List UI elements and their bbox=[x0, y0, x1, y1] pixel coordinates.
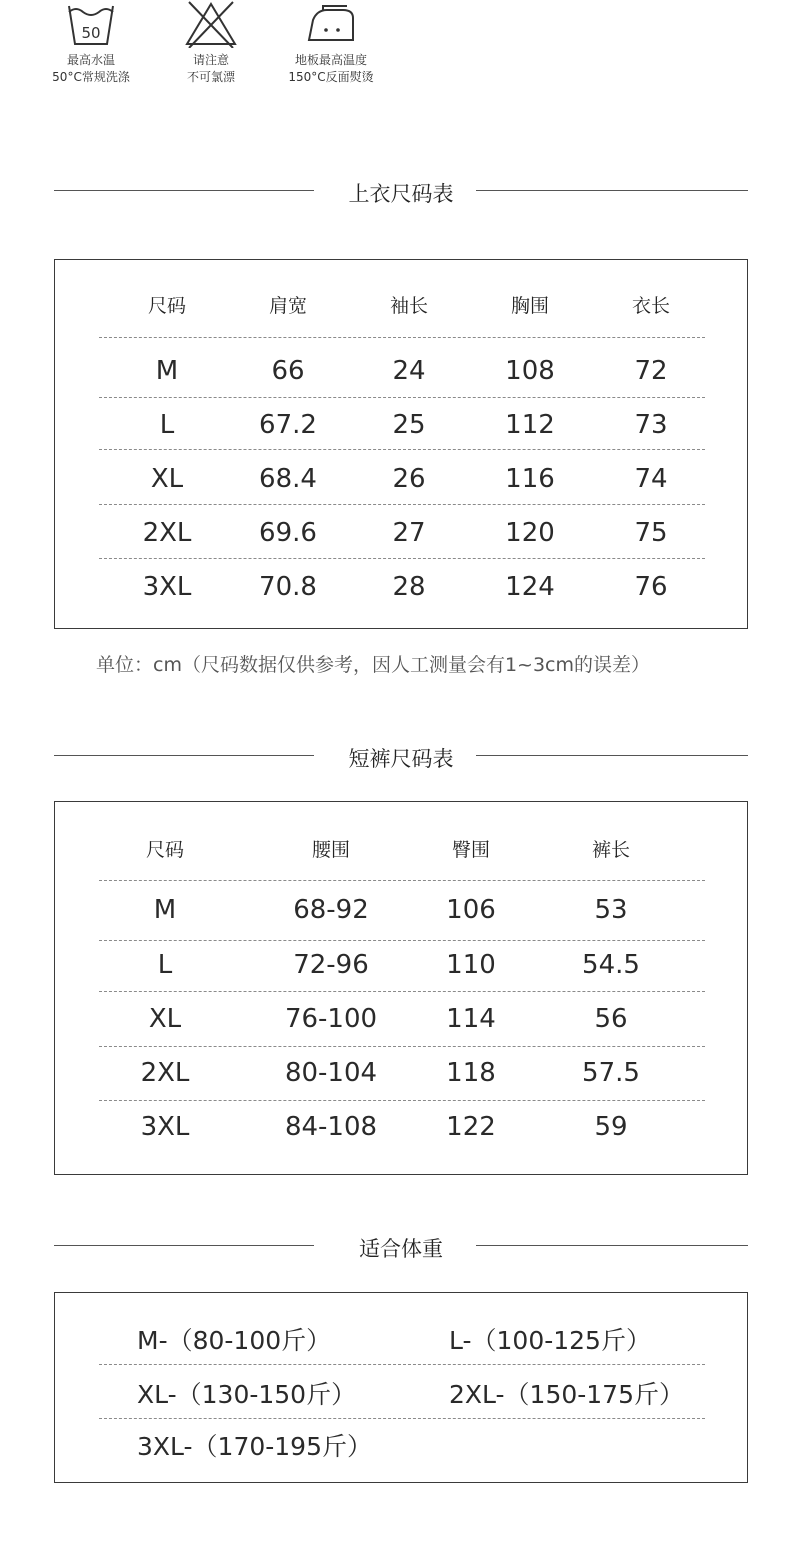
cell-length: 74 bbox=[634, 464, 668, 494]
cell-shoulder: 69.6 bbox=[259, 518, 317, 548]
header-sleeve: 袖长 bbox=[389, 295, 428, 317]
cell-sleeve: 28 bbox=[392, 572, 426, 602]
cell-waist: 68-92 bbox=[293, 895, 369, 925]
header-pants-length: 裤长 bbox=[591, 839, 630, 861]
cell-length: 72 bbox=[634, 356, 668, 386]
row-separator bbox=[99, 1100, 705, 1101]
row-separator bbox=[99, 337, 705, 338]
cell-shoulder: 68.4 bbox=[259, 464, 317, 494]
care-iron bbox=[275, 0, 387, 86]
cell-pants-length: 54.5 bbox=[582, 950, 640, 980]
care-bleach-line1: 请注意 bbox=[192, 53, 229, 67]
header-waist: 腰围 bbox=[311, 839, 350, 861]
wash-50-icon bbox=[63, 0, 119, 48]
care-wash-line1: 最高水温 bbox=[66, 53, 115, 67]
cell-size: 3XL bbox=[142, 572, 192, 602]
cell-size: L bbox=[157, 950, 173, 980]
header-length: 衣长 bbox=[631, 295, 670, 317]
wash-temp-symbol: 50 bbox=[81, 24, 101, 42]
cell-size: M bbox=[153, 895, 177, 925]
cell-waist: 72-96 bbox=[293, 950, 369, 980]
cell-sleeve: 27 bbox=[392, 518, 426, 548]
shorts-table-heading bbox=[54, 740, 748, 770]
care-bleach-line2: 不可氯漂 bbox=[186, 70, 235, 84]
cell-chest: 120 bbox=[505, 518, 555, 548]
cell-size: M bbox=[155, 356, 179, 386]
cell-size: 2XL bbox=[140, 1058, 190, 1088]
weight-heading bbox=[54, 1230, 748, 1260]
top-table-heading bbox=[54, 175, 748, 205]
weight-title: 适合体重 bbox=[359, 1237, 443, 1261]
cell-hip: 110 bbox=[446, 950, 496, 980]
iron-icon bbox=[301, 0, 361, 48]
row-separator bbox=[99, 1046, 705, 1047]
row-separator bbox=[99, 558, 705, 559]
shorts-size-table bbox=[54, 801, 748, 1175]
top-table-title: 上衣尺码表 bbox=[348, 182, 454, 206]
shorts-table-title: 短裤尺码表 bbox=[348, 747, 454, 771]
row-separator bbox=[99, 940, 705, 941]
cell-hip: 118 bbox=[446, 1058, 496, 1088]
cell-size: XL bbox=[148, 1004, 182, 1034]
header-size: 尺码 bbox=[145, 839, 184, 861]
care-wash-line2: 50°C常规洗涤 bbox=[52, 70, 130, 84]
cell-pants-length: 56 bbox=[594, 1004, 628, 1034]
cell-pants-length: 53 bbox=[594, 895, 628, 925]
weight-m: M-（80-100斤） bbox=[137, 1326, 332, 1355]
header-chest: 胸围 bbox=[510, 295, 549, 317]
cell-sleeve: 25 bbox=[392, 410, 426, 440]
cell-size: 3XL bbox=[140, 1112, 190, 1142]
cell-hip: 114 bbox=[446, 1004, 496, 1034]
weight-table bbox=[54, 1292, 748, 1483]
row-separator bbox=[99, 397, 705, 398]
care-bleach bbox=[161, 0, 261, 86]
header-hip: 臀围 bbox=[451, 839, 490, 861]
top-size-table bbox=[54, 259, 748, 629]
row-separator bbox=[99, 880, 705, 881]
weight-3xl: 3XL-（170-195斤） bbox=[137, 1432, 372, 1461]
cell-length: 75 bbox=[634, 518, 668, 548]
cell-chest: 112 bbox=[505, 410, 555, 440]
cell-sleeve: 24 bbox=[392, 356, 426, 386]
header-size: 尺码 bbox=[147, 295, 186, 317]
care-iron-line2: 150°C反面熨烫 bbox=[288, 70, 374, 84]
weight-l: L-（100-125斤） bbox=[449, 1326, 651, 1355]
cell-size: XL bbox=[150, 464, 184, 494]
weight-xl: XL-（130-150斤） bbox=[137, 1380, 357, 1409]
cell-waist: 84-108 bbox=[284, 1112, 378, 1142]
cell-waist: 80-104 bbox=[284, 1058, 378, 1088]
row-separator bbox=[99, 1418, 705, 1419]
cell-pants-length: 59 bbox=[594, 1112, 628, 1142]
cell-pants-length: 57.5 bbox=[582, 1058, 640, 1088]
cell-chest: 108 bbox=[505, 356, 555, 386]
cell-shoulder: 66 bbox=[271, 356, 305, 386]
cell-length: 76 bbox=[634, 572, 668, 602]
cell-length: 73 bbox=[634, 410, 668, 440]
cell-chest: 116 bbox=[505, 464, 555, 494]
cell-hip: 122 bbox=[446, 1112, 496, 1142]
cell-shoulder: 70.8 bbox=[259, 572, 317, 602]
cell-chest: 124 bbox=[505, 572, 555, 602]
weight-2xl: 2XL-（150-175斤） bbox=[449, 1380, 684, 1409]
divider bbox=[476, 755, 748, 756]
cell-waist: 76-100 bbox=[284, 1004, 378, 1034]
cell-shoulder: 67.2 bbox=[259, 410, 317, 440]
cell-size: L bbox=[159, 410, 175, 440]
header-shoulder: 肩宽 bbox=[268, 295, 307, 317]
row-separator bbox=[99, 1364, 705, 1365]
cell-size: 2XL bbox=[142, 518, 192, 548]
row-separator bbox=[99, 449, 705, 450]
care-wash bbox=[40, 0, 142, 86]
divider bbox=[476, 190, 748, 191]
cell-hip: 106 bbox=[446, 895, 496, 925]
unit-note: 单位：cm（尺码数据仅供参考，因人工测量会有1~3cm的误差） bbox=[96, 654, 651, 676]
no-bleach-icon bbox=[183, 0, 239, 48]
cell-sleeve: 26 bbox=[392, 464, 426, 494]
row-separator bbox=[99, 504, 705, 505]
row-separator bbox=[99, 991, 705, 992]
divider bbox=[476, 1245, 748, 1246]
care-iron-line1: 地板最高温度 bbox=[294, 53, 367, 67]
